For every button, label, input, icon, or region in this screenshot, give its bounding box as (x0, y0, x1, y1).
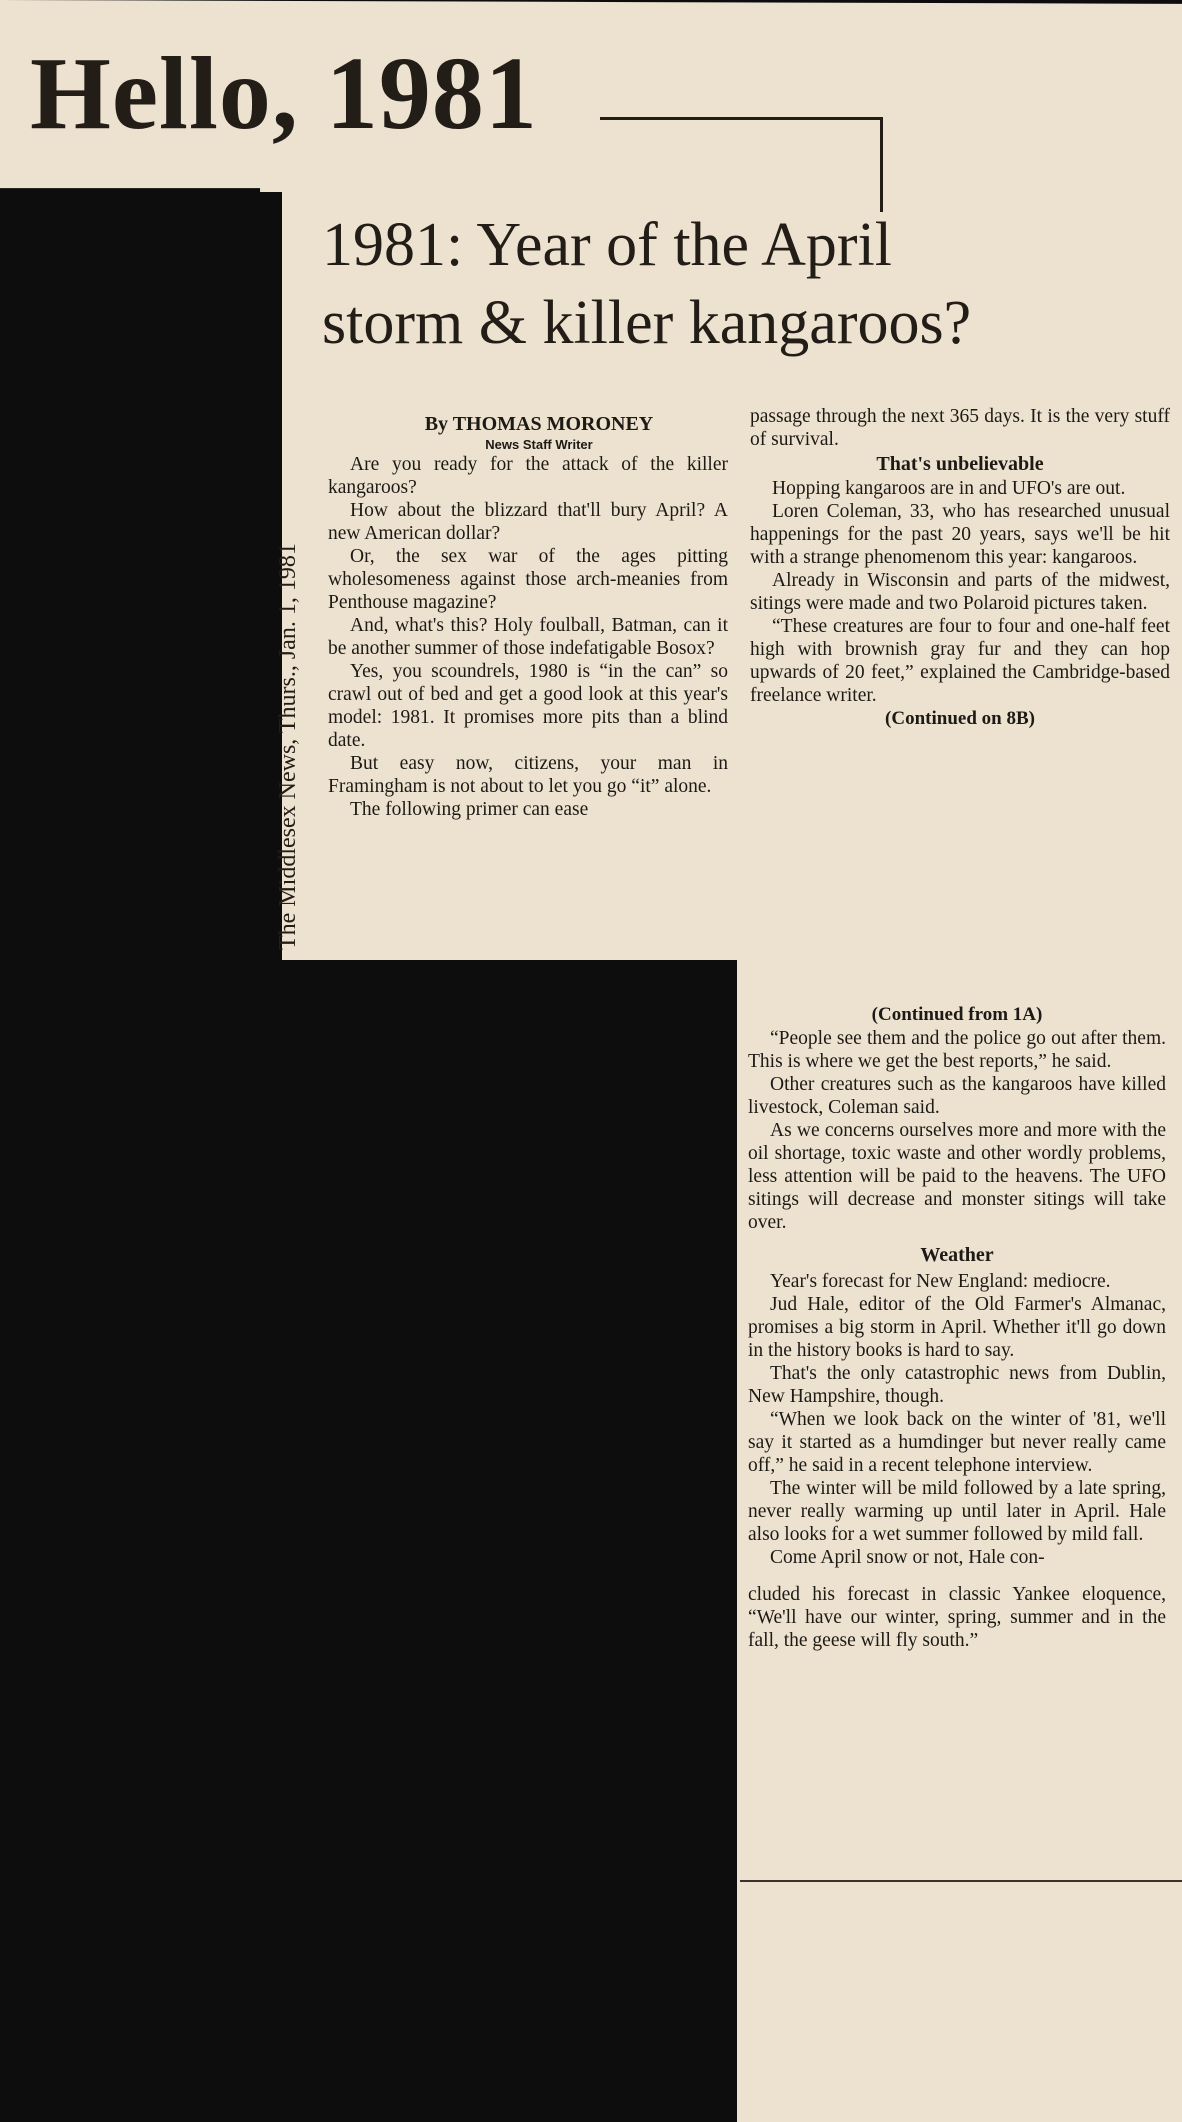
paragraph: Other creatures such as the kangaroos have killed livestock, Coleman said. (748, 1074, 1166, 1118)
byline-role: News Staff Writer (485, 437, 593, 452)
jump-from-line: (Continued from 1A) (871, 1004, 1043, 1025)
subhead-weather: Weather (920, 1244, 994, 1266)
paragraph: cluded his forecast in classic Yankee eloquence, “We'll have our winter, spring, summer and in the fall, the geese will fly south.” (748, 1584, 1166, 1651)
paragraph: And, what's this? Holy foulball, Batman, can it be another summer of those indefatigable Bosox? (328, 615, 728, 659)
paragraph: But easy now, citizens, your man in Framingham is not about to let you go “it” alone. (328, 753, 728, 797)
headline-line-2: storm & killer kangaroos? (322, 289, 972, 357)
paragraph: “When we look back on the winter of '81, we'll say it started as a humdinger but never really came off,” he said in a recent telephone interview. (748, 1409, 1166, 1476)
paste-up-seam (740, 1880, 1182, 1882)
paragraph: Come April snow or not, Hale con- (770, 1547, 1045, 1568)
paragraph: Loren Coleman, 33, who has researched unusual happenings for the past 20 years, says we'll be hit with a strange phenomenom this year: kangaroos. (750, 501, 1170, 568)
paragraph: That's the only catastrophic news from Dublin, New Hampshire, though. (748, 1363, 1166, 1407)
kicker-title: Hello, 1981 (30, 36, 538, 151)
article-column-2 (750, 405, 1170, 731)
kicker-rule-vertical (880, 117, 883, 212)
article-column-1 (328, 412, 728, 821)
paragraph: The following primer can ease (350, 799, 589, 820)
headline-line-1: 1981: Year of the April (322, 211, 893, 279)
subhead-unbelievable: That's unbelievable (876, 453, 1044, 475)
paragraph: Already in Wisconsin and parts of the midwest, sitings were made and two Polaroid pictures taken. (750, 570, 1170, 614)
article-column-continued (748, 1003, 1166, 1652)
paragraph: “People see them and the police go out after them. This is where we get the best reports,” he said. (748, 1028, 1166, 1072)
dateline-stamp: The Middlesex News, Thurs., Jan. 1, 1981 (275, 543, 301, 950)
paragraph: Hopping kangaroos are in and UFO's are out. (772, 478, 1126, 499)
paragraph: Are you ready for the attack of the killer kangaroos? (328, 454, 728, 498)
paragraph: passage through the next 365 days. It is the very stuff of survival. (750, 406, 1170, 450)
paragraph: Yes, you scoundrels, 1980 is “in the can” so crawl out of bed and get a good look at this year's model: 1981. It promises more pits than a blind date. (328, 661, 728, 751)
paragraph: How about the blizzard that'll bury April? A new American dollar? (328, 500, 728, 544)
kicker-rule-horizontal (600, 117, 883, 120)
paragraph: “These creatures are four to four and one-half feet high with brownish gray fur and they can hop upwards of 20 feet,” explained the Cambridge-based freelance writer. (750, 616, 1170, 706)
paragraph: Year's forecast for New England: mediocre. (770, 1271, 1111, 1292)
paragraph: Jud Hale, editor of the Old Farmer's Almanac, promises a big storm in April. Whether it'll go down in the history books is hard to say. (748, 1294, 1166, 1361)
headline (322, 206, 1162, 362)
byline: By THOMAS MORONEY (424, 413, 654, 435)
paragraph: Or, the sex war of the ages pitting wholesomeness against those arch-meanies from Penthouse magazine? (328, 546, 728, 613)
jump-to-line: (Continued on 8B) (885, 708, 1035, 729)
paragraph: The winter will be mild followed by a late spring, never really warming up until later in April. Hale also looks for a wet summer followed by mild fall. (748, 1478, 1166, 1545)
paragraph: As we concerns ourselves more and more with the oil shortage, toxic waste and other wordly problems, less attention will be paid to the heavens. The UFO sitings will decrease and monster sitings will take over. (748, 1120, 1166, 1233)
